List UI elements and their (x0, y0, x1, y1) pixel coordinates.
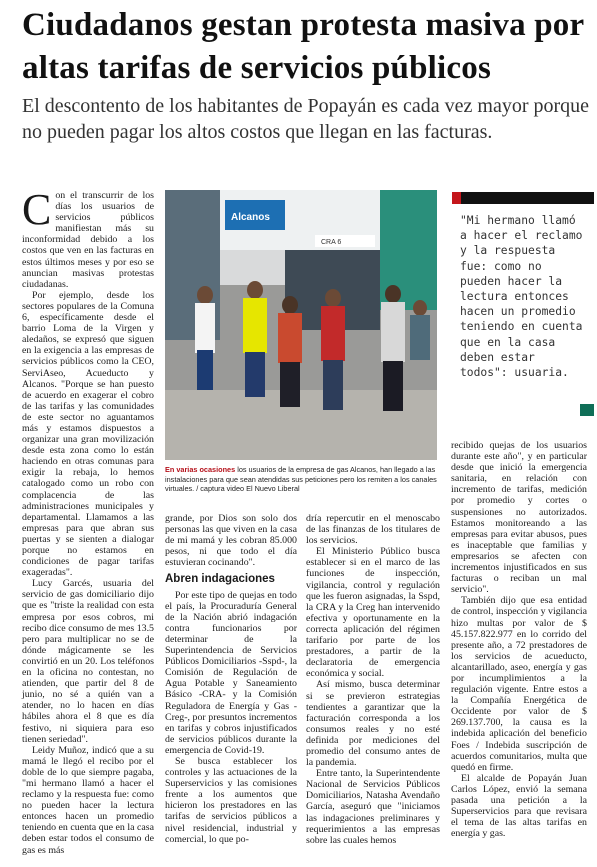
sign-label: CRA 6 (321, 239, 342, 246)
paragraph: Lucy Garcés, usuaria del servicio de gas domiciliario dijo que es "triste la realidad con esta empresa por esos cobros, mi recibo dice consumo de mes 13.5 pero para multiplicar no se de dónde mágicamente se les convirtió en un 20. Los teléfonos en la oficina no contestan, no atienden, que partir del 8 de junio, no sé a quién van a atender, no lo hacen en días hábiles ahora el 8 que es día festivo, ni siquiera para eso tienen seriedad". (22, 578, 154, 745)
caption-text: los usuarios de la empresa de gas Alcanos, han llegado a las instalaciones para que sean atendidas sus peticiones pero los remiten a los canales virtuales. (165, 465, 437, 494)
caption-credit: / captura video El Nuevo Liberal (194, 484, 300, 494)
paragraph: Con el transcurrir de los días los usuarios de servicios públicos manifiestan más su inconformidad debido a los costos que ven en las facturas en estos últimos meses y por eso se anuncian masivas protestas ciudadanas. (22, 185, 154, 290)
headline-line-2: altas tarifas de servicios públicos (22, 50, 491, 86)
pull-quote-accent (452, 192, 461, 204)
drop-cap: C (22, 185, 52, 234)
pull-quote-bar (452, 192, 594, 204)
paragraph: Por este tipo de quejas en todo el país, la Procuraduría General de la Nación abrió indagación contra funcionarios por determinar de la Superintendencia de Servicios Públicos Domiciliarios -Sspd-, la Comisión de Regulación de Agua Potable y Saneamiento Básico -CRA- y la Comisión Reguladora de Energía y Gas -Creg-, por presuntos incrementos en tarifas y cobros injustificados de servicios públicos durante la emergencia de Covid-19. (165, 589, 297, 756)
photo-caption (165, 465, 437, 494)
paragraph: También dijo que esa entidad de control, inspección y vigilancia hizo multas por valor de $ 45.157.822.977 en lo corrido del presente año, a 72 prestadores de los servicios de acueducto, alcantarillado, aseo, energía y gas por incumplimientos a la regulación vigente. Entre estos a la Compañía Energética de Occidente por valor de $ 269.137.700, la causa es la indebida aplicación del beneficio Foes / Indebida suscripción de acuerdos comunitarios, multa que quedó en firme. (451, 595, 587, 773)
paragraph: grande, por Dios son solo dos personas las que viven en la casa de mi mamá y les cobran 85.000 pesos, ni que todo el día estuvieran cocinando". (165, 513, 297, 569)
photo-illustration (165, 190, 437, 460)
article-column-2 (165, 513, 297, 845)
sign-brand: Alcanos (231, 212, 270, 223)
news-photo (165, 190, 437, 460)
paragraph: Así mismo, busca determinar si se previeron estrategias tendientes a garantizar que la facturación corresponda a los consumos reales y no esté definida por mediciones del promedio del consumo antes de la pandemia. (306, 679, 440, 769)
pull-quote-end-mark (580, 404, 594, 416)
paragraph: El alcalde de Popayán Juan Carlos López, envió la semana pasada una petición a la Superservicios para que revisara el tema de las altas tarifas en energía y gas. (451, 772, 587, 840)
section-heading: Abren indagaciones (165, 573, 275, 586)
paragraph: recibido quejas de los usuarios durante este año", y en particular desde que inició la emergencia sanitaria, en relación con incremento de tarifas, medición por promedio y cortes o suspensiones no autorizados. Estamos monitoreando a las empresas para evitar abusos, pues es inaceptable que familias y empresarios se afecten con incrementos injustificados en sus facturas o reciban un mal servicio". (451, 440, 587, 596)
article-column-4 (451, 440, 587, 839)
paragraph: Entre tanto, la Superintendente Nacional de Servicios Públicos Domiciliarios, Natasha Avendaño García, aseguró que "iniciamos las indagaciones preliminares y requerimientos a las empresas sobre las cuales hemos (306, 768, 440, 846)
headline-line-1: Ciudadanos gestan protesta masiva por (22, 7, 585, 43)
article-column-3 (306, 513, 440, 846)
paragraph: Se busca establecer los controles y las actuaciones de la Superservicios y las comisiones frente a los aumentos que hicieron los prestadores en las tarifas de servicios públicos a nivel residencial, industrial y comercial, lo que po- (165, 755, 297, 845)
pull-quote: "Mi hermano llamó a hacer el reclamo y la respuesta fue: como no pueden hacer la lectura entonces hacen un promedio teniendo en cuenta que en la casa deben estar todos": usuaria. (460, 214, 583, 380)
paragraph: Por ejemplo, desde los sectores populares de la Comuna 6, específicamente desde el barrio Loma de la Virgen y aledaños, se expresó que siguen en la exigencia a las empresas de servicios públicos como la CEO, ServiAseo, Acueducto y Alcanos. "Porque se han puesto de acuerdo en exagerar el cobro de las tarifas y las comunidades de este sector no aguantamos más y estamos dispuestos a organizar una gran movilización desde esta zona como lo están haciendo en otras comunas para exigir la rebaja, lo hemos catalogado como un robo con complacencia de las administraciones municipales y departamental. Llamamos a las empresas para que abran sus puertas y se sienten a dialogar porque no estamos en condiciones de pagar tarifas exageradas". (22, 289, 154, 579)
article-column-1 (22, 185, 154, 856)
headline (22, 4, 592, 90)
caption-lead: En varias ocasiones (165, 465, 236, 474)
paragraph: El Ministerio Público busca establecer si en el marco de las funciones de inspección, vigilancia, control y regulación que les fueron asignadas, la Sspd, la CRA y la Creg han intervenido efectiva y oportunamente en la correcta aplicación del régimen tarifario por parte de los prestadores, a partir de la declaratoria de emergencia económica y social. (306, 546, 440, 680)
paragraph: dría repercutir en el menoscabo de las finanzas de los titulares de los servicios. (306, 513, 440, 547)
subheadline: El descontento de los habitantes de Popayán es cada vez mayor porque no pueden pagar los altos costos que llegan en las facturas. (22, 95, 590, 143)
paragraph: Leidy Muñoz, indicó que a su mamá le llegó el recibo por el doble de lo que siempre pagaba, "mi hermano llamó a hacer el reclamo y la respuesta fue: como no pueden hacer la lectura entonces hacen un promedio teniendo en cuenta que en la casa deben estar todos el consumo de gas es más (22, 744, 154, 856)
